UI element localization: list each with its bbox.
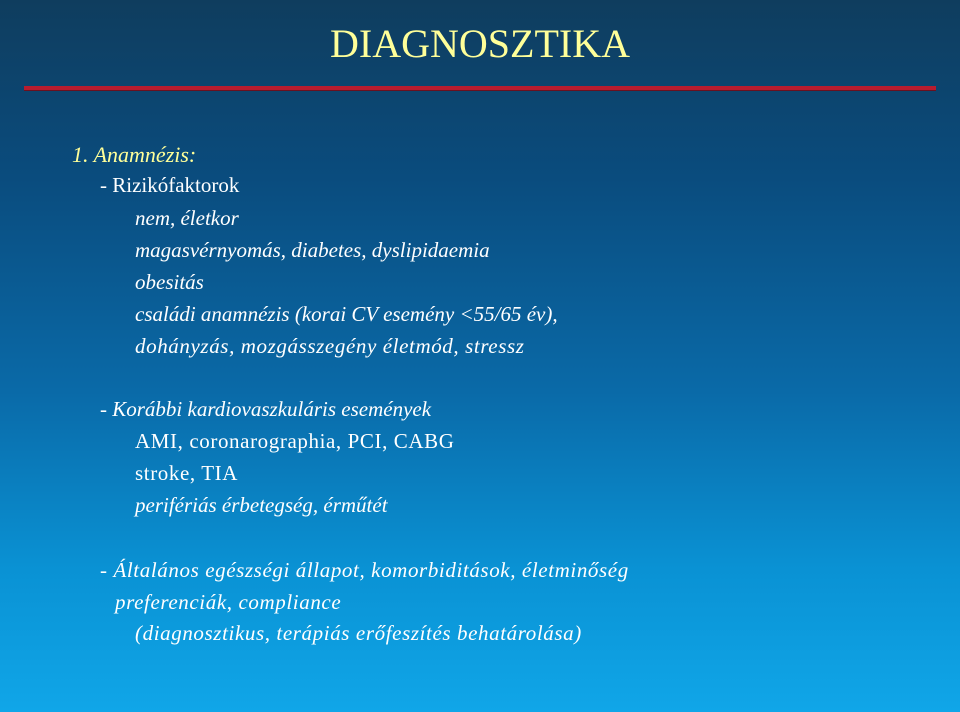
risk-item: magasvérnyomás, diabetes, dyslipidaemia — [135, 238, 490, 262]
risk-item: nem, életkor — [135, 206, 239, 230]
cv-event-item: AMI, coronarographia, PCI, CABG — [135, 429, 455, 453]
general-item: preferenciák, compliance — [115, 590, 342, 614]
general-status-label: - Általános egészségi állapot, komorbiditások, életminőség — [100, 558, 629, 582]
cv-events-label: - Korábbi kardiovaszkuláris események — [100, 397, 432, 421]
risk-factors-label: - Rizikófaktorok — [100, 173, 240, 197]
cv-event-item: perifériás érbetegség, érműtét — [135, 493, 388, 517]
section-heading: 1. Anamnézis: — [72, 142, 197, 167]
cv-event-item: stroke, TIA — [135, 461, 239, 485]
title-divider — [24, 86, 936, 91]
risk-item: obesitás — [135, 270, 204, 294]
slide-title: DIAGNOSZTIKA — [330, 21, 630, 66]
general-item: (diagnosztikus, terápiás erőfeszítés behatárolása) — [135, 621, 582, 645]
risk-item: dohányzás, mozgásszegény életmód, stressz — [135, 334, 525, 358]
risk-item: családi anamnézis (korai CV esemény <55/65 év), — [135, 302, 558, 326]
